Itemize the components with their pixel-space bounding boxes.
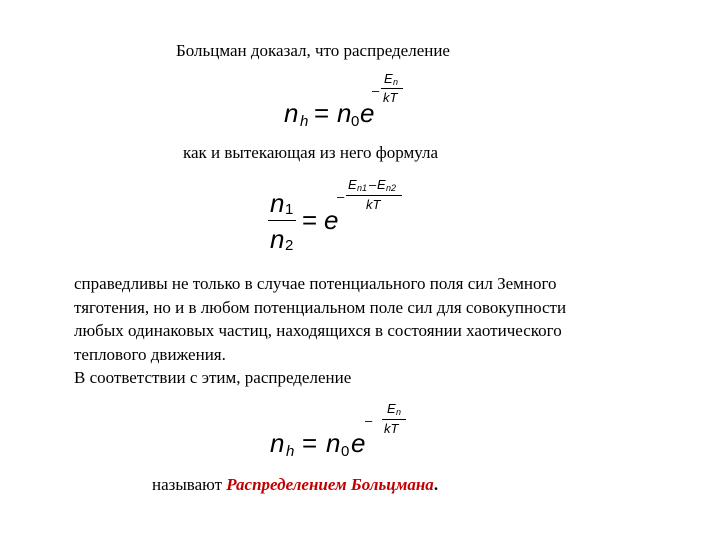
n0-symbol: n bbox=[337, 98, 352, 128]
kt-symbol: kT bbox=[384, 421, 399, 436]
paragraph-line-5: В соответствии с этим, распределение bbox=[74, 368, 352, 387]
conclusion-text bbox=[152, 474, 438, 496]
energy1-subscript: n1 bbox=[357, 183, 368, 193]
exponent-fraction-bar bbox=[382, 419, 406, 420]
n-symbol: n bbox=[284, 98, 299, 128]
zero-subscript: 0 bbox=[351, 113, 360, 130]
energy2-subscript: n2 bbox=[386, 183, 397, 193]
h-subscript: h bbox=[286, 443, 295, 460]
boltzmann-ratio-formula bbox=[266, 178, 416, 258]
e-symbol: e bbox=[351, 428, 366, 458]
n0-symbol: n bbox=[326, 428, 341, 458]
n-symbol: n bbox=[270, 428, 285, 458]
paragraph-line-4: теплового движения. bbox=[74, 344, 226, 364]
equals-sign: = bbox=[314, 98, 330, 128]
boltzmann-formula-1 bbox=[280, 70, 420, 130]
paragraph-line-1: справедливы не только в случае потенциального поля сил Земного bbox=[74, 274, 557, 293]
conclusion-dot: . bbox=[433, 475, 439, 494]
energy-symbol: E bbox=[384, 71, 393, 86]
e-symbol: e bbox=[324, 205, 339, 235]
energy2-symbol: E bbox=[377, 177, 386, 192]
intro-text-2: как и вытекающая из него формула bbox=[183, 143, 439, 162]
n2-symbol: n bbox=[270, 224, 285, 254]
exponent-fraction-bar bbox=[346, 195, 402, 196]
kt-symbol: kT bbox=[366, 197, 381, 212]
explanation-paragraph bbox=[74, 272, 674, 390]
minus-sign: – bbox=[365, 413, 373, 428]
e-symbol: e bbox=[360, 98, 375, 128]
intro-text: Больцман доказал, что распределение bbox=[176, 41, 450, 60]
equals-sign: = bbox=[302, 205, 318, 235]
energy-subscript: n bbox=[393, 77, 399, 87]
zero-subscript: 0 bbox=[341, 443, 350, 460]
energy-symbol: E bbox=[387, 401, 396, 416]
ratio-fraction-bar bbox=[268, 220, 296, 221]
n1-symbol: n bbox=[270, 188, 285, 218]
minus-sign: – bbox=[372, 83, 380, 98]
paragraph-line-2: тяготения, но и в любом потенциальном поле сил для совокупности bbox=[74, 297, 567, 317]
boltzmann-distribution-term: Распределением Больцмана bbox=[226, 475, 434, 494]
difference-sign: – bbox=[369, 177, 377, 192]
paragraph-line-3: любых одинаковых частиц, находящихся в состоянии хаотического bbox=[74, 321, 562, 340]
h-subscript: h bbox=[300, 113, 309, 130]
kt-symbol: kT bbox=[383, 90, 398, 105]
two-subscript: 2 bbox=[285, 237, 294, 254]
boltzmann-formula-2 bbox=[266, 398, 406, 462]
energy1-symbol: E bbox=[348, 177, 357, 192]
conclusion-prefix: называют bbox=[152, 475, 227, 494]
one-subscript: 1 bbox=[285, 201, 294, 218]
minus-sign: – bbox=[337, 189, 345, 204]
energy-subscript: n bbox=[396, 407, 402, 417]
exponent-fraction-bar bbox=[381, 88, 403, 89]
equals-sign: = bbox=[302, 428, 318, 458]
